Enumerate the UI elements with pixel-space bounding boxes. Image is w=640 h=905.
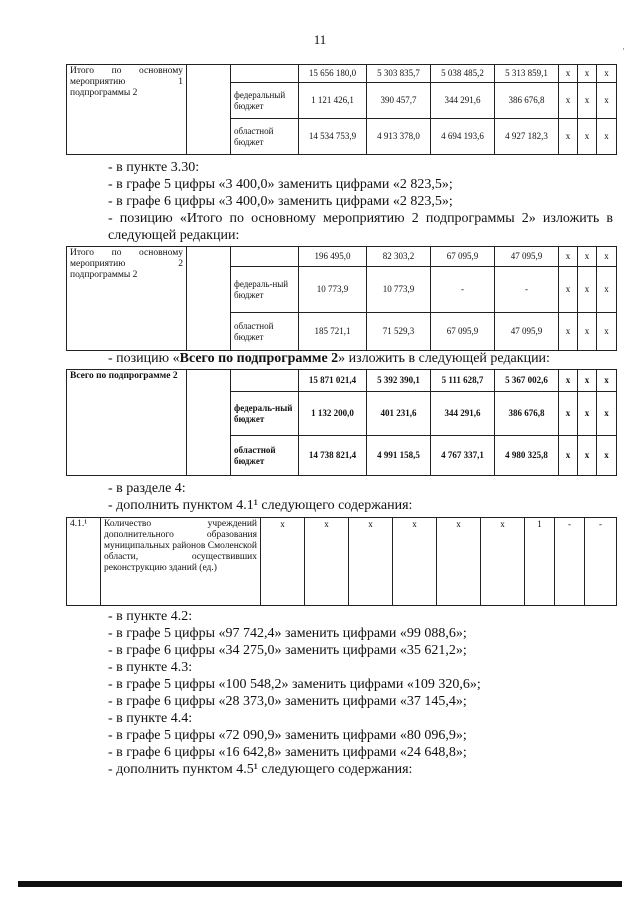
mark-cell: х <box>597 267 617 313</box>
value-cell: 1 132 200,0 <box>299 392 367 436</box>
value-cell: 344 291,6 <box>431 83 495 119</box>
mark-cell: х <box>559 436 578 476</box>
value-cell: 386 676,8 <box>495 392 559 436</box>
source-cell <box>231 370 299 392</box>
value-cell: 4 991 158,5 <box>367 436 431 476</box>
table-row-label: Итого по основному мероприятию 2 подпрограммы 2 <box>67 247 187 351</box>
source-cell: федераль-ный бюджет <box>231 392 299 436</box>
table-row-label: Итого по основному мероприятию 1 подпрограммы 2 <box>67 65 187 155</box>
mark-cell: х <box>578 267 597 313</box>
mark-cell: х <box>559 267 578 313</box>
source-cell: федераль-ный бюджет <box>231 267 299 313</box>
table-main-activity-1 <box>66 64 617 155</box>
indicator-cell: - <box>585 518 617 606</box>
paragraph-line: - в пункте 4.3: <box>108 660 193 675</box>
value-cell: 5 392 390,1 <box>367 370 431 392</box>
value-cell: 4 927 182,3 <box>495 119 559 155</box>
paragraph-line: - в пункте 4.2: <box>108 609 193 624</box>
value-cell: 5 303 835,7 <box>367 65 431 83</box>
value-cell: 5 038 485,2 <box>431 65 495 83</box>
indicator-cell: х <box>437 518 481 606</box>
paragraph-line: - дополнить пунктом 4.5¹ следующего содержания: <box>108 762 413 777</box>
paragraph-line: - в графе 5 цифры «100 548,2» заменить цифрами «109 320,6»; <box>108 677 481 692</box>
value-cell: 196 495,0 <box>299 247 367 267</box>
indicator-number: 4.1.¹ <box>67 518 101 606</box>
paragraph-line: - в графе 6 цифры «16 642,8» заменить цифрами «24 648,8»; <box>108 745 467 760</box>
value-cell: 4 767 337,1 <box>431 436 495 476</box>
mark-cell: х <box>597 247 617 267</box>
mark-cell: х <box>597 392 617 436</box>
paragraph-bold: Всего по подпрограмме 2 <box>179 351 339 366</box>
value-cell: 14 534 753,9 <box>299 119 367 155</box>
value-cell: 1 121 426,1 <box>299 83 367 119</box>
paragraph-line: - в графе 5 цифры «72 090,9» заменить цифрами «80 096,9»; <box>108 728 467 743</box>
table-row-label: Всего по подпрограмме 2 <box>67 370 187 476</box>
value-cell: 47 095,9 <box>495 313 559 351</box>
mark-cell: х <box>597 313 617 351</box>
value-cell: 185 721,1 <box>299 313 367 351</box>
mark-cell: х <box>597 119 617 155</box>
paragraph-line: - в графе 6 цифры «28 373,0» заменить цифрами «37 145,4»; <box>108 694 467 709</box>
value-cell: 5 111 628,7 <box>431 370 495 392</box>
mark-cell: х <box>597 370 617 392</box>
mark-cell: х <box>578 392 597 436</box>
mark-cell: х <box>578 370 597 392</box>
empty-cell <box>187 247 231 351</box>
mark-cell: х <box>559 65 578 83</box>
paragraph-line: - в пункте 4.4: <box>108 711 193 726</box>
paragraph-line: - в графе 5 цифры «97 742,4» заменить цифрами «99 088,6»; <box>108 626 467 641</box>
paragraph-line: - дополнить пунктом 4.1¹ следующего содержания: <box>108 498 413 513</box>
paragraph-line: - в пункте 3.30: <box>108 160 200 175</box>
source-cell <box>231 247 299 267</box>
value-cell: 82 303,2 <box>367 247 431 267</box>
mark-cell: х <box>597 436 617 476</box>
indicator-cell: х <box>261 518 305 606</box>
value-cell: 344 291,6 <box>431 392 495 436</box>
value-cell: - <box>431 267 495 313</box>
mark-cell: х <box>578 247 597 267</box>
value-cell: 5 313 859,1 <box>495 65 559 83</box>
source-cell: федеральный бюджет <box>231 83 299 119</box>
paragraph-line: - в графе 5 цифры «3 400,0» заменить цифрами «2 823,5»; <box>108 177 453 192</box>
value-cell: 15 656 180,0 <box>299 65 367 83</box>
value-cell: 4 980 325,8 <box>495 436 559 476</box>
mark-cell: х <box>559 370 578 392</box>
indicator-cell: - <box>555 518 585 606</box>
value-cell: 10 773,9 <box>299 267 367 313</box>
indicator-cell: 1 <box>525 518 555 606</box>
source-cell <box>231 65 299 83</box>
mark-cell: х <box>578 436 597 476</box>
value-cell: 47 095,9 <box>495 247 559 267</box>
mark-cell: х <box>597 65 617 83</box>
paragraph-prefix: - позицию « <box>108 351 180 366</box>
value-cell: 4 913 378,0 <box>367 119 431 155</box>
mark-cell: х <box>578 313 597 351</box>
source-cell: областной бюджет <box>231 119 299 155</box>
paragraph-line: - в графе 6 цифры «34 275,0» заменить цифрами «35 621,2»; <box>108 643 467 658</box>
value-cell: 401 231,6 <box>367 392 431 436</box>
mark-cell: х <box>578 119 597 155</box>
mark-cell: х <box>578 65 597 83</box>
mark-cell: х <box>559 83 578 119</box>
value-cell: 10 773,9 <box>367 267 431 313</box>
paragraph-instruction: - позицию «Итого по основному мероприятию 2 подпрограммы 2» изложить в следующей редакции: <box>108 211 613 243</box>
table-main-activity-2 <box>66 246 617 351</box>
paragraph-suffix: » изложить в следующей редакции: <box>338 351 550 366</box>
mark-cell: х <box>559 392 578 436</box>
table-subprogram-total <box>66 369 617 476</box>
bottom-border-line <box>18 881 622 887</box>
mark-cell: х <box>578 83 597 119</box>
value-cell: 67 095,9 <box>431 247 495 267</box>
indicator-cell: х <box>393 518 437 606</box>
indicator-cell: х <box>481 518 525 606</box>
indicator-text: Количество учреждений дополнительного образования муниципальных районов Смоленской области, осуществивших реконструкцию зданий (ед.) <box>101 518 261 606</box>
empty-cell <box>187 370 231 476</box>
paragraph-line: - в разделе 4: <box>108 481 186 496</box>
mark-cell: х <box>597 83 617 119</box>
value-cell: 4 694 193,6 <box>431 119 495 155</box>
indicator-cell: х <box>305 518 349 606</box>
value-cell: 71 529,3 <box>367 313 431 351</box>
source-cell: областной бюджет <box>231 313 299 351</box>
value-cell: - <box>495 267 559 313</box>
page-number: 11 <box>313 32 327 47</box>
mark-cell: х <box>559 119 578 155</box>
paragraph-instruction-total <box>108 351 550 368</box>
paragraph-line: - в графе 6 цифры «3 400,0» заменить цифрами «2 823,5»; <box>108 194 453 209</box>
mark-cell: х <box>559 247 578 267</box>
value-cell: 67 095,9 <box>431 313 495 351</box>
source-cell: областной бюджет <box>231 436 299 476</box>
indicator-cell: х <box>349 518 393 606</box>
mark-cell: х <box>559 313 578 351</box>
empty-cell <box>187 65 231 155</box>
value-cell: 15 871 021,4 <box>299 370 367 392</box>
value-cell: 14 738 821,4 <box>299 436 367 476</box>
value-cell: 386 676,8 <box>495 83 559 119</box>
table-indicator-4-1-1 <box>66 517 617 606</box>
scan-mark: · <box>622 44 625 54</box>
value-cell: 5 367 002,6 <box>495 370 559 392</box>
value-cell: 390 457,7 <box>367 83 431 119</box>
